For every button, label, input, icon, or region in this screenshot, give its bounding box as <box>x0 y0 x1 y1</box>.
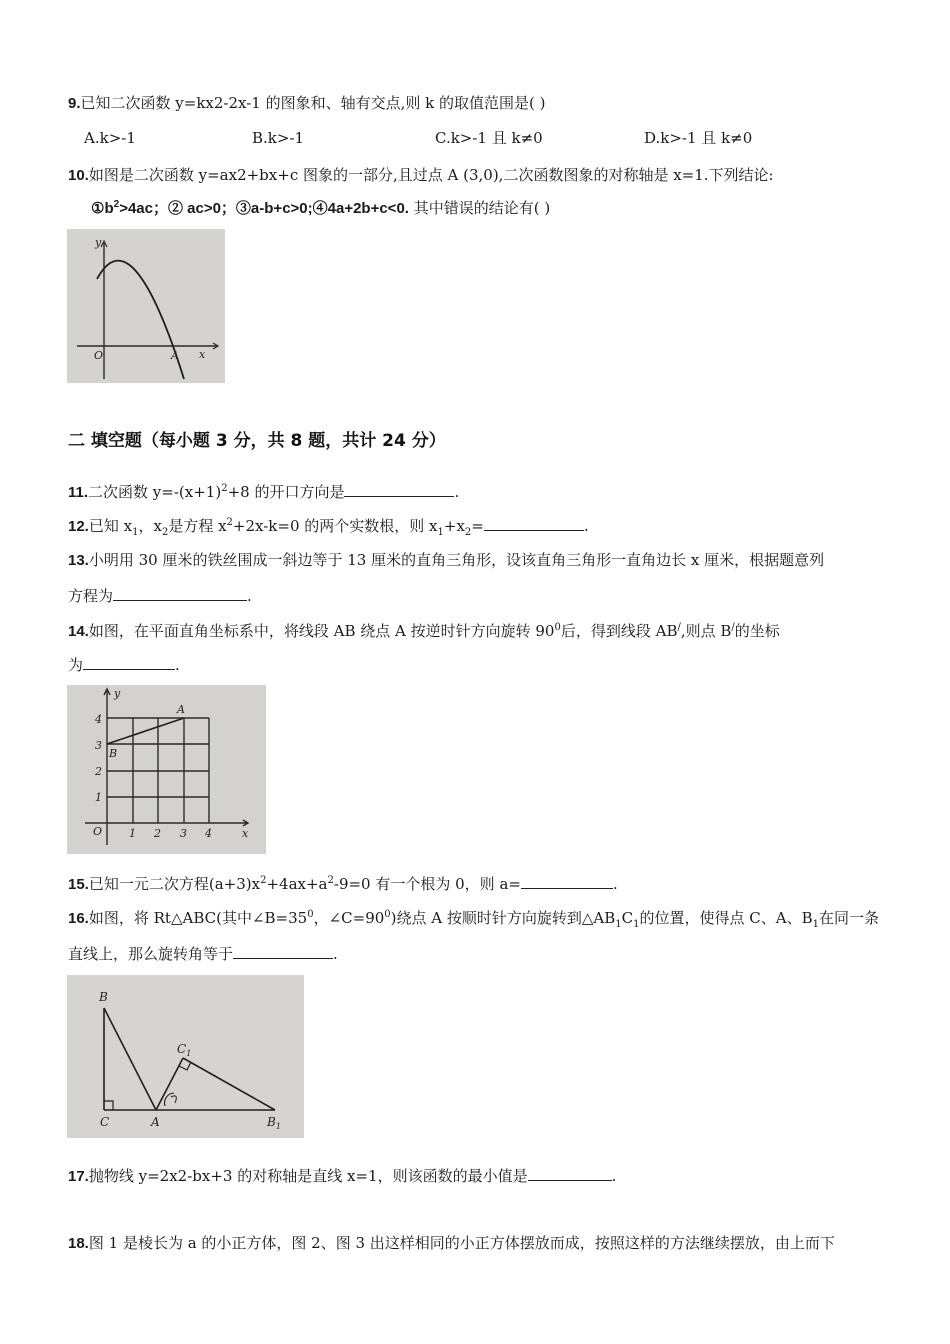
question-number: 12. <box>68 518 89 535</box>
x-tick-label: 4 <box>205 827 212 840</box>
option-c: C.k>-1 且 k≠0 <box>435 129 543 147</box>
y-axis-label: y <box>114 687 121 700</box>
question-number: 13. <box>68 552 89 569</box>
point-b-label: B <box>109 747 118 760</box>
y-axis-label: y <box>95 236 102 249</box>
question-10-conclusions <box>91 198 550 219</box>
question-number: 16. <box>68 910 89 927</box>
point-b-label: B <box>99 990 108 1004</box>
question-16: 16.如图，将 Rt△ABC(其中$\angle B=35^0$，$\angle C=90^0$)绕点 A 按顺时针方向旋转到$\triangle AB_1C_1$的位置，使得点 C、A、$B_1$在同一条 <box>68 909 880 930</box>
point-c-label: C <box>100 1115 110 1129</box>
parabola-figure <box>67 229 225 383</box>
question-number: 10. <box>68 167 89 184</box>
x-tick-label: 3 <box>180 827 187 840</box>
grid-figure <box>67 685 266 854</box>
x-axis-label: x <box>242 827 249 840</box>
question-number: 14. <box>68 623 89 640</box>
option-b: B.k>-1 <box>252 129 305 147</box>
point-a-label: A <box>171 349 179 362</box>
answer-blank[interactable] <box>113 585 247 601</box>
question-18 <box>68 1233 835 1254</box>
y-tick-label: 4 <box>95 713 102 726</box>
question-number: 15. <box>68 876 89 893</box>
question-17: 17.抛物线 y=2x2-bx+3 的对称轴是直线 x=1，则该函数的最小值是 . <box>68 1167 617 1185</box>
origin-label: O <box>93 825 103 838</box>
section-title: 二 填空题（每小题 3 分，共 8 题，共计 24 分） <box>68 431 446 451</box>
question-text: 图 1 是棱长为 a 的小正方体，图 2、图 3 出这样相同的小正方体摆放而成，按照这样的方法继续摆放，由上而下 <box>88 1234 835 1252</box>
conclusions-question: 其中错误的结论有( ) <box>408 199 551 217</box>
question-13 <box>68 550 824 571</box>
origin-label: O <box>94 349 104 362</box>
answer-blank[interactable] <box>344 481 454 497</box>
triangle-rotation-figure <box>67 975 304 1138</box>
y-tick-label: 1 <box>95 791 102 804</box>
point-a-label: A <box>151 1115 160 1129</box>
option-d: D.k>-1 且 k≠0 <box>644 129 753 147</box>
question-text: 小明用 30 厘米的铁丝围成一斜边等于 13 厘米的直角三角形，设该直角三角形一直角边长 x 厘米，根据题意列 <box>88 551 825 569</box>
answer-blank[interactable] <box>521 873 613 889</box>
answer-blank[interactable] <box>83 654 175 670</box>
y-tick-label: 3 <box>95 739 102 752</box>
question-number: 9. <box>68 95 81 112</box>
question-14: 14.如图，在平面直角坐标系中，将线段 AB 绕点 A 按逆时针方向旋转 $90^0$后，得到线段 AB/,则点 B/的坐标 <box>68 622 780 640</box>
question-number: 11. <box>68 484 89 501</box>
point-a-label: A <box>177 703 185 716</box>
question-text: 如图是二次函数 y=ax2+bx+c 图象的一部分,且过点 A (3,0),二次函数图象的对称轴是 x=1.下列结论: <box>88 166 774 184</box>
point-c1-label: $C_1$ <box>177 1042 192 1058</box>
answer-blank[interactable] <box>528 1165 612 1181</box>
answer-blank[interactable] <box>484 515 584 531</box>
y-tick-label: 2 <box>95 765 102 778</box>
question-12: 12.已知 $x_1$，$x_2$是方程 $x^2+2x-k=0$ 的两个实数根，则 $x_1+x_2=$ . <box>68 517 589 538</box>
option-a: A.k>-1 <box>84 129 136 147</box>
x-tick-label: 1 <box>129 827 136 840</box>
x-axis-label: x <box>199 348 206 361</box>
point-b1-label: $B_1$ <box>267 1115 281 1131</box>
question-15: 15.已知一元二次方程$(a+3)x^2+4ax+a^2-9=0$ 有一个根为 0，则 a= . <box>68 875 618 893</box>
conclusions-text: $①b^2>4ac$；② ac>0；③a-b+c>0;④4a+2b+c<0. <box>91 199 409 217</box>
question-number: 18. <box>68 1235 89 1252</box>
question-10 <box>68 165 774 186</box>
question-11: 11.二次函数 $y=-(x+1)^2+8$ 的开口方向是 . <box>68 483 460 501</box>
question-number: 17. <box>68 1168 89 1185</box>
question-14-line2: 为 . <box>68 656 180 674</box>
answer-blank[interactable] <box>233 943 333 959</box>
question-text: 已知二次函数 y=kx2-2x-1 的图象和、轴有交点,则 k 的取值范围是( ) <box>80 94 546 112</box>
question-13-line2: 方程为 . <box>68 587 252 605</box>
x-tick-label: 2 <box>154 827 161 840</box>
question-9 <box>68 93 545 114</box>
question-16-line2: 直线上，那么旋转角等于 . <box>68 945 338 963</box>
